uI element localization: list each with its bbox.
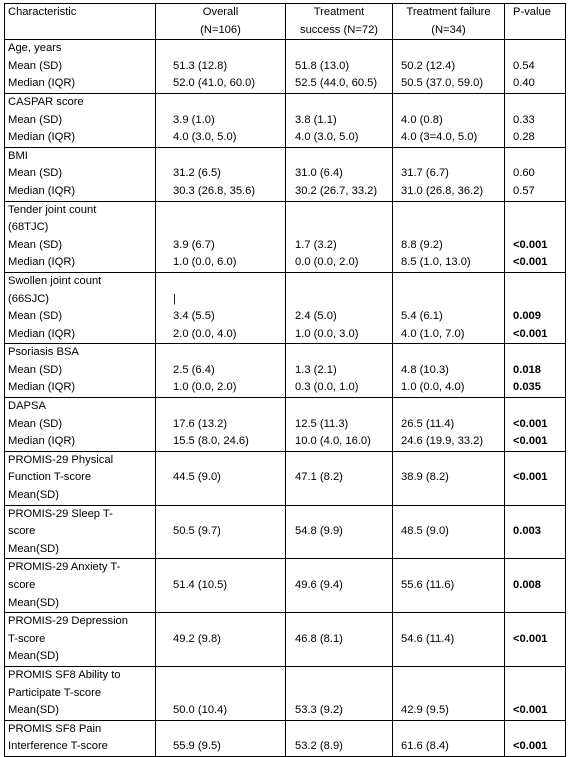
failure-cell-line — [401, 148, 504, 166]
characteristic-cell — [5, 720, 156, 756]
pvalue-cell-line — [513, 721, 565, 739]
pvalue-cell-line — [513, 613, 565, 631]
overall-cell-line: 2.5 (6.4) — [173, 363, 215, 376]
failure-cell-line: 38.9 (8.2) — [401, 471, 449, 484]
failure-cell — [393, 147, 505, 201]
failure-cell-line — [401, 595, 504, 613]
success-cell-line: 3.8 (1.1) — [295, 113, 337, 126]
pvalue-cell-line — [513, 202, 565, 220]
overall-cell-line — [173, 94, 285, 112]
failure-cell-line — [401, 94, 504, 112]
table-row — [5, 344, 566, 398]
characteristic-cell-line: Median (IQR) — [8, 184, 76, 197]
pvalue-cell-line: 0.003 — [513, 525, 541, 538]
pvalue-cell-line — [513, 487, 565, 505]
pvalue-cell-line: <0.001 — [513, 256, 548, 269]
failure-cell-line: 54.6 (11.4) — [401, 632, 455, 645]
failure-cell-line: 24.6 (19.9, 33.2) — [401, 435, 484, 448]
success-cell-line: 53.3 (9.2) — [295, 704, 343, 717]
overall-cell — [156, 93, 286, 147]
success-cell-line: 12.5 (11.3) — [295, 417, 349, 430]
pvalue-cell-line: <0.001 — [513, 435, 548, 448]
pvalue-cell-line: <0.001 — [513, 417, 548, 430]
characteristic-cell-line: Swollen joint count — [8, 274, 102, 287]
characteristic-cell-line: Mean (SD) — [8, 59, 63, 72]
characteristic-cell-line: Function T-score — [8, 471, 92, 484]
overall-cell — [156, 451, 286, 505]
failure-cell-line — [401, 273, 504, 291]
success-cell-line — [295, 219, 392, 237]
success-cell-line: 1.0 (0.0, 3.0) — [295, 327, 359, 340]
failure-cell-line: 1.0 (0.0, 4.0) — [401, 381, 465, 394]
overall-cell-line: 50.5 (9.7) — [173, 525, 221, 538]
characteristic-cell-line: Participate T-score — [8, 686, 102, 699]
failure-cell-line — [401, 667, 504, 685]
overall-cell-line — [173, 613, 285, 631]
overall-cell — [156, 201, 286, 272]
success-cell — [286, 666, 393, 720]
failure-cell — [393, 613, 505, 667]
pvalue-cell-line: 0.28 — [513, 131, 535, 144]
failure-cell-line — [401, 613, 504, 631]
success-cell-line: 31.0 (6.4) — [295, 167, 343, 180]
overall-cell-line — [173, 219, 285, 237]
success-cell-line: 10.0 (4.0, 16.0) — [295, 435, 371, 448]
success-cell-line — [295, 344, 392, 362]
pvalue-cell-line — [513, 398, 565, 416]
pvalue-cell — [505, 666, 566, 720]
overall-cell — [156, 398, 286, 452]
success-cell-line — [295, 721, 392, 739]
characteristic-cell — [5, 398, 156, 452]
characteristic-cell-line: Mean(SD) — [8, 650, 59, 663]
success-cell-line — [295, 667, 392, 685]
characteristic-cell-line: Mean (SD) — [8, 167, 63, 180]
characteristic-cell-line: Mean (SD) — [8, 238, 63, 251]
success-cell-line: 53.2 (8.9) — [295, 740, 343, 753]
success-cell-line: 1.3 (2.1) — [295, 363, 337, 376]
pvalue-cell-line: <0.001 — [513, 471, 548, 484]
overall-cell-line: 17.6 (13.2) — [173, 417, 228, 430]
characteristic-cell-line: PROMIS SF8 Pain — [8, 722, 102, 735]
characteristic-cell-line: Median (IQR) — [8, 435, 76, 448]
failure-cell-line — [401, 541, 504, 559]
failure-cell — [393, 666, 505, 720]
success-cell-line: 47.1 (8.2) — [295, 471, 343, 484]
overall-cell-line: 3.4 (5.5) — [173, 310, 215, 323]
overall-cell-line — [173, 452, 285, 470]
characteristic-cell-line: Median (IQR) — [8, 77, 76, 90]
characteristic-cell-line: Mean (SD) — [8, 363, 63, 376]
characteristic-cell-line: CASPAR score — [8, 95, 84, 108]
pvalue-cell-line: <0.001 — [513, 740, 548, 753]
success-cell-line: 52.5 (44.0, 60.5) — [295, 77, 378, 90]
characteristic-cell-line: PROMIS SF8 Ability to — [8, 668, 121, 681]
failure-cell-line: 5.4 (6.1) — [401, 310, 443, 323]
success-cell — [286, 559, 393, 613]
pvalue-cell-line: 0.018 — [513, 363, 541, 376]
characteristic-cell-line: (66SJC) — [8, 292, 50, 305]
success-cell-line — [295, 506, 392, 524]
overall-cell-line — [173, 595, 285, 613]
overall-cell-line — [173, 721, 285, 739]
failure-cell-line — [401, 202, 504, 220]
header-row — [5, 4, 566, 40]
overall-cell-line — [173, 487, 285, 505]
pvalue-cell-line — [513, 685, 565, 703]
table-row — [5, 505, 566, 559]
header-failure-line2: (N=34) — [431, 23, 466, 36]
success-cell — [286, 272, 393, 343]
pvalue-cell-line — [513, 40, 565, 58]
header-success-line1: Treatment — [313, 6, 365, 18]
failure-cell-line — [401, 452, 504, 470]
overall-cell-line — [173, 667, 285, 685]
characteristic-cell — [5, 201, 156, 272]
table-row — [5, 201, 566, 272]
failure-cell — [393, 505, 505, 559]
overall-cell-line: 44.5 (9.0) — [173, 471, 221, 484]
characteristic-cell — [5, 93, 156, 147]
overall-cell — [156, 505, 286, 559]
failure-cell-line — [401, 291, 504, 309]
characteristic-cell-line: (68TJC) — [8, 221, 49, 234]
pvalue-cell-line: 0.54 — [513, 59, 535, 72]
table-row — [5, 40, 566, 94]
table-row — [5, 559, 566, 613]
failure-cell-line: 26.5 (11.4) — [401, 417, 455, 430]
failure-cell-line: 31.0 (26.8, 36.2) — [401, 184, 484, 197]
characteristic-cell-line: Median (IQR) — [8, 131, 76, 144]
characteristic-cell — [5, 505, 156, 559]
failure-cell-line: 50.2 (12.4) — [401, 59, 456, 72]
success-cell — [286, 613, 393, 667]
characteristic-cell — [5, 147, 156, 201]
characteristic-cell — [5, 344, 156, 398]
pvalue-cell-line — [513, 219, 565, 237]
success-cell-line — [295, 291, 392, 309]
pvalue-cell — [505, 272, 566, 343]
pvalue-cell — [505, 93, 566, 147]
characteristic-cell-line: Psoriasis BSA — [8, 346, 79, 359]
characteristic-cell-line: Mean (SD) — [8, 113, 63, 126]
table-row — [5, 147, 566, 201]
characteristic-cell-line: score — [8, 579, 36, 591]
success-cell-line — [295, 541, 392, 559]
pvalue-cell-line: <0.001 — [513, 327, 548, 340]
characteristics-table — [4, 3, 566, 757]
success-cell-line: 0.0 (0.0, 2.0) — [295, 256, 359, 269]
failure-cell-line: 42.9 (9.5) — [401, 704, 449, 717]
success-cell-line: 4.0 (3.0, 5.0) — [295, 131, 359, 144]
pvalue-cell — [505, 451, 566, 505]
characteristic-cell-line: Median (IQR) — [8, 381, 76, 394]
overall-cell-line: 31.2 (6.5) — [173, 167, 221, 180]
pvalue-cell-line — [513, 506, 565, 524]
header-overall-line2: (N=106) — [200, 23, 241, 36]
overall-cell-line: 3.9 (6.7) — [173, 238, 215, 251]
overall-cell-line — [173, 344, 285, 362]
failure-cell — [393, 398, 505, 452]
pvalue-cell-line — [513, 148, 565, 166]
pvalue-cell-line: <0.001 — [513, 704, 548, 717]
overall-cell-line: 51.4 (10.5) — [173, 579, 228, 591]
pvalue-cell — [505, 613, 566, 667]
success-cell-line — [295, 452, 392, 470]
overall-cell — [156, 40, 286, 94]
header-pvalue-text: P-value — [513, 6, 551, 18]
characteristic-cell-line: Mean(SD) — [8, 704, 59, 717]
characteristic-cell — [5, 559, 156, 613]
success-cell — [286, 201, 393, 272]
characteristic-cell-line: score — [8, 525, 36, 538]
failure-cell-line — [401, 506, 504, 524]
characteristic-cell — [5, 666, 156, 720]
failure-cell — [393, 451, 505, 505]
success-cell-line — [295, 94, 392, 112]
characteristic-cell-line: Mean(SD) — [8, 596, 59, 609]
characteristic-cell-line: PROMIS-29 Physical — [8, 453, 114, 466]
overall-cell — [156, 613, 286, 667]
overall-cell-line — [173, 148, 285, 166]
table-row — [5, 613, 566, 667]
success-cell-line — [295, 40, 392, 58]
failure-cell-line: 55.6 (11.6) — [401, 579, 455, 591]
failure-cell-line — [401, 648, 504, 666]
success-cell-line — [295, 202, 392, 220]
overall-cell-line: 55.9 (9.5) — [173, 740, 221, 753]
header-overall-line1: Overall — [202, 6, 239, 18]
pvalue-cell-line: 0.60 — [513, 167, 535, 180]
characteristic-cell-line: DAPSA — [8, 400, 46, 413]
overall-cell-line: 4.0 (3.0, 5.0) — [173, 131, 237, 144]
failure-cell-line: 4.0 (1.0, 7.0) — [401, 327, 465, 340]
success-cell-line — [295, 398, 392, 416]
failure-cell — [393, 40, 505, 94]
overall-cell — [156, 666, 286, 720]
pvalue-cell-line: <0.001 — [513, 632, 548, 645]
characteristic-cell — [5, 40, 156, 94]
characteristic-cell-line: PROMIS-29 Anxiety T- — [8, 561, 121, 574]
success-cell — [286, 93, 393, 147]
success-cell-line — [295, 148, 392, 166]
characteristic-cell-line: Tender joint count — [8, 203, 97, 216]
failure-cell — [393, 272, 505, 343]
overall-cell-line — [173, 506, 285, 524]
characteristic-cell-line: Age, years — [8, 42, 62, 55]
overall-cell-line: 50.0 (10.4) — [173, 704, 228, 717]
success-cell-line — [295, 685, 392, 703]
overall-cell-line: 30.3 (26.8, 35.6) — [173, 184, 256, 197]
characteristic-cell-line: Median (IQR) — [8, 256, 76, 269]
overall-cell-line — [173, 648, 285, 666]
failure-cell-line: 8.8 (9.2) — [401, 238, 443, 251]
overall-cell-line — [173, 202, 285, 220]
overall-cell-line: 51.3 (12.8) — [173, 59, 228, 72]
overall-cell-line: 15.5 (8.0, 24.6) — [173, 435, 249, 448]
success-cell-line: 54.8 (9.9) — [295, 525, 343, 538]
pvalue-cell-line — [513, 595, 565, 613]
overall-cell — [156, 344, 286, 398]
pvalue-cell-line: 0.009 — [513, 310, 541, 323]
success-cell-line: 1.7 (3.2) — [295, 238, 337, 251]
success-cell — [286, 40, 393, 94]
pvalue-cell-line — [513, 559, 565, 577]
table-body — [5, 40, 566, 757]
overall-cell — [156, 147, 286, 201]
success-cell-line — [295, 595, 392, 613]
failure-cell — [393, 201, 505, 272]
table-row — [5, 720, 566, 756]
characteristic-cell-line: Mean(SD) — [8, 542, 59, 555]
failure-cell-line: 31.7 (6.7) — [401, 167, 449, 180]
overall-cell-line: 49.2 (9.8) — [173, 632, 221, 645]
table-row — [5, 451, 566, 505]
table-row — [5, 398, 566, 452]
pvalue-cell-line — [513, 541, 565, 559]
pvalue-cell-line — [513, 667, 565, 685]
characteristic-cell-line: BMI — [8, 149, 28, 162]
overall-cell-line: 2.0 (0.0, 4.0) — [173, 327, 237, 340]
failure-cell — [393, 720, 505, 756]
failure-cell-line — [401, 685, 504, 703]
failure-cell-line: 50.5 (37.0, 59.0) — [401, 77, 484, 90]
failure-cell — [393, 93, 505, 147]
overall-cell-line — [173, 398, 285, 416]
pvalue-cell-line: 0.008 — [513, 579, 541, 591]
header-overall — [156, 4, 286, 40]
success-cell — [286, 344, 393, 398]
failure-cell-line — [401, 559, 504, 577]
success-cell — [286, 147, 393, 201]
success-cell-line — [295, 613, 392, 631]
pvalue-cell-line — [513, 291, 565, 309]
characteristic-cell — [5, 272, 156, 343]
characteristic-cell-line: Mean (SD) — [8, 417, 63, 430]
failure-cell-line: 4.0 (0.8) — [401, 113, 443, 126]
overall-cell-line — [173, 40, 285, 58]
success-cell — [286, 451, 393, 505]
failure-cell-line: 61.6 (8.4) — [401, 740, 449, 753]
header-characteristic-text: Characteristic — [8, 6, 77, 18]
success-cell — [286, 505, 393, 559]
failure-cell-line: 4.8 (10.3) — [401, 363, 449, 376]
overall-cell — [156, 720, 286, 756]
failure-cell — [393, 344, 505, 398]
characteristic-cell — [5, 451, 156, 505]
failure-cell-line — [401, 487, 504, 505]
pvalue-cell-line: 0.33 — [513, 113, 535, 126]
characteristic-cell-line: Median (IQR) — [8, 327, 76, 340]
pvalue-cell-line: 0.57 — [513, 184, 535, 197]
overall-cell — [156, 272, 286, 343]
failure-cell-line: 48.5 (9.0) — [401, 525, 449, 538]
overall-cell-line — [173, 273, 285, 291]
pvalue-cell-line — [513, 648, 565, 666]
pvalue-cell — [505, 40, 566, 94]
overall-cell-line: 3.9 (1.0) — [173, 113, 215, 126]
header-pvalue — [505, 4, 566, 40]
pvalue-cell-line — [513, 94, 565, 112]
success-cell-line: 30.2 (26.7, 33.2) — [295, 184, 378, 197]
success-cell — [286, 398, 393, 452]
table-row — [5, 272, 566, 343]
failure-cell-line — [401, 721, 504, 739]
success-cell-line — [295, 648, 392, 666]
pvalue-cell — [505, 398, 566, 452]
overall-cell-line: 52.0 (41.0, 60.0) — [173, 77, 256, 90]
overall-cell-line: 1.0 (0.0, 6.0) — [173, 256, 237, 269]
success-cell-line: 46.8 (8.1) — [295, 632, 343, 645]
success-cell-line — [295, 273, 392, 291]
failure-cell — [393, 559, 505, 613]
pvalue-cell-line: <0.001 — [513, 238, 548, 251]
characteristic-cell-line: PROMIS-29 Depression — [8, 615, 128, 628]
header-failure-line1: Treatment failure — [406, 6, 491, 18]
failure-cell-line — [401, 40, 504, 58]
characteristic-cell-line: PROMIS-29 Sleep T- — [8, 507, 113, 520]
header-success — [286, 4, 393, 40]
pvalue-cell — [505, 559, 566, 613]
failure-cell-line: 4.0 (3=4.0, 5.0) — [401, 131, 478, 144]
overall-cell-line: | — [173, 292, 176, 305]
success-cell-line — [295, 559, 392, 577]
success-cell — [286, 720, 393, 756]
characteristic-cell-line: Mean(SD) — [8, 489, 59, 502]
pvalue-cell-line: 0.035 — [513, 381, 541, 394]
success-cell-line: 0.3 (0.0, 1.0) — [295, 381, 359, 394]
pvalue-cell-line — [513, 273, 565, 291]
pvalue-cell — [505, 505, 566, 559]
overall-cell-line — [173, 559, 285, 577]
header-failure — [393, 4, 505, 40]
pvalue-cell-line — [513, 452, 565, 470]
pvalue-cell-line — [513, 344, 565, 362]
overall-cell-line: 1.0 (0.0, 2.0) — [173, 381, 237, 394]
pvalue-cell — [505, 344, 566, 398]
characteristic-cell-line: Interference T-score — [8, 740, 108, 753]
table-row — [5, 666, 566, 720]
failure-cell-line — [401, 398, 504, 416]
overall-cell-line — [173, 541, 285, 559]
failure-cell-line — [401, 219, 504, 237]
characteristic-cell — [5, 613, 156, 667]
header-success-line2: success (N=72) — [299, 23, 379, 36]
pvalue-cell-line: 0.40 — [513, 77, 535, 90]
table-row — [5, 93, 566, 147]
pvalue-cell — [505, 720, 566, 756]
pvalue-cell — [505, 147, 566, 201]
failure-cell-line — [401, 344, 504, 362]
header-characteristic — [5, 4, 156, 40]
failure-cell-line: 8.5 (1.0, 13.0) — [401, 256, 471, 269]
pvalue-cell — [505, 201, 566, 272]
success-cell-line: 51.8 (13.0) — [295, 59, 350, 72]
success-cell-line — [295, 487, 392, 505]
characteristic-cell-line: Mean (SD) — [8, 310, 63, 323]
success-cell-line: 49.6 (9.4) — [295, 579, 343, 591]
success-cell-line: 2.4 (5.0) — [295, 310, 337, 323]
characteristic-cell-line: T-score — [8, 632, 46, 645]
overall-cell — [156, 559, 286, 613]
overall-cell-line — [173, 685, 285, 703]
